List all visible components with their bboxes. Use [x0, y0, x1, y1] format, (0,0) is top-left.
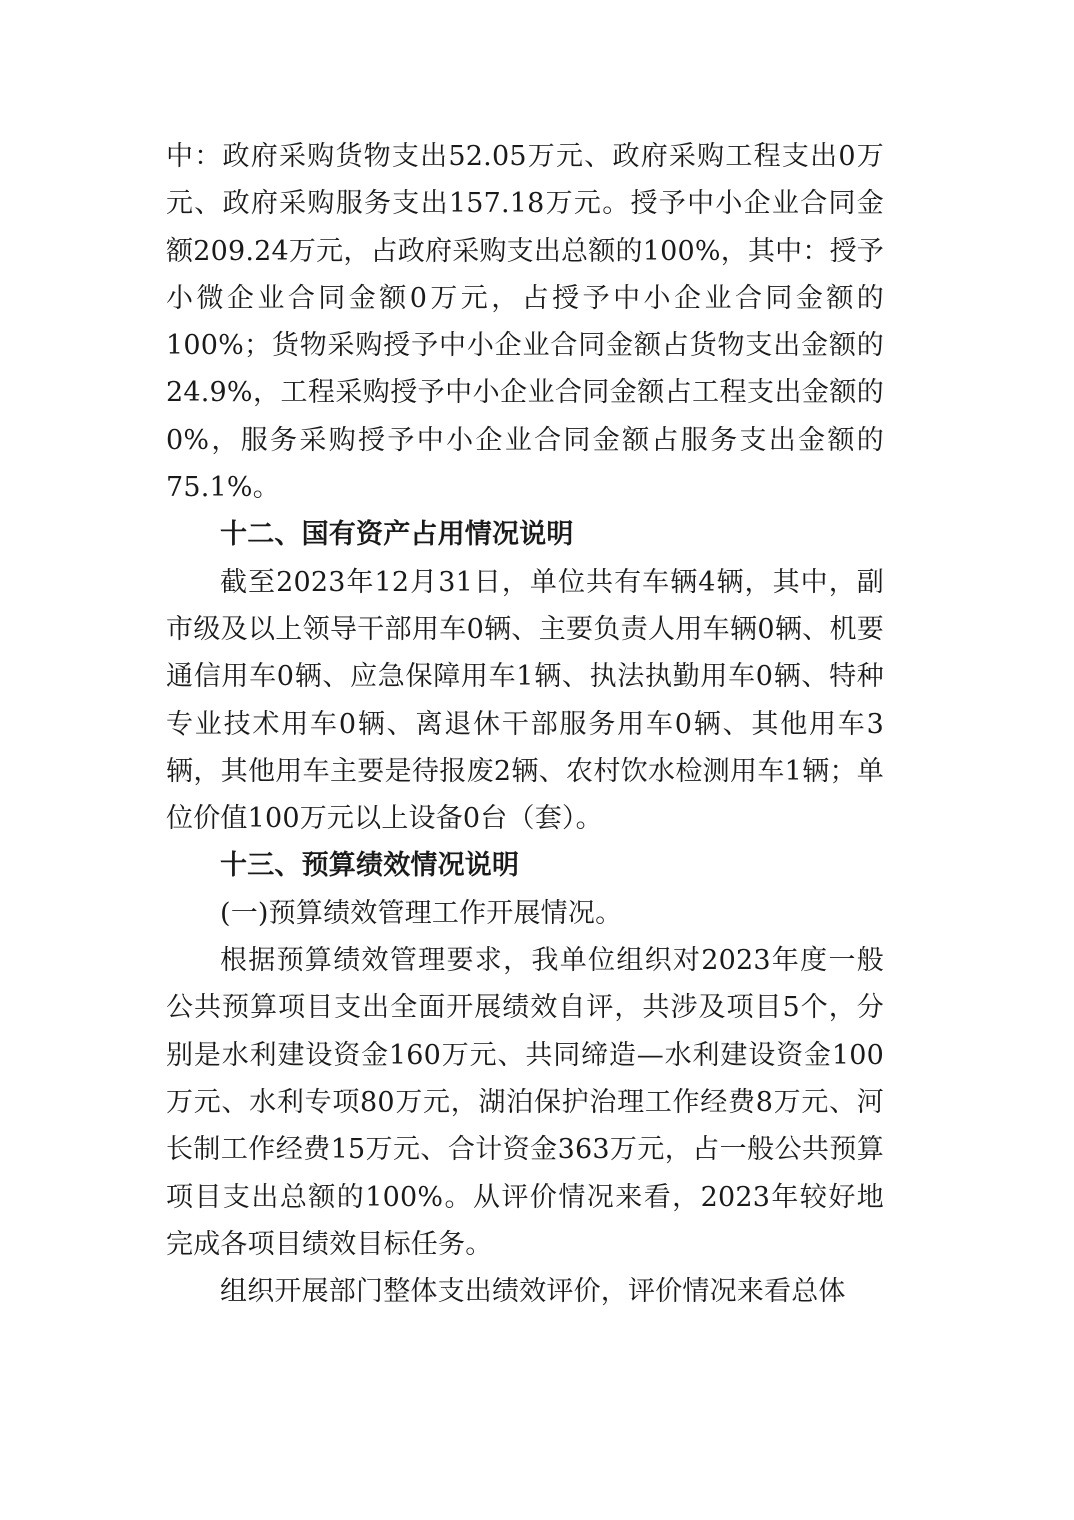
- paragraph-vehicles: 截至2023年12月31日，单位共有车辆4辆，其中，副市级及以上领导干部用车0辆、主要负责人用车辆0辆、机要通信用车0辆、应急保障用车1辆、执法执勤用车0辆、特种专业技术用车0辆、离退休干部服务用车0辆、其他用车3辆，其他用车主要是待报废2辆、农村饮水检测用车1辆；单位价值100万元以上设备0台（套）。: [166, 566, 884, 835]
- paragraph-procurement-continued: 中：政府采购货物支出52.05万元、政府采购工程支出0万元、政府采购服务支出157.18万元。授予中小企业合同金额209.24万元，占政府采购支出总额的100%，其中：授予小微企业合同金额0万元，占授予中小企业合同金额的100%；货物采购授予中小企业合同金额占货物支出金额的24.9%，工程采购授予中小企业合同金额占工程支出金额的0%，服务采购授予中小企业合同金额占服务支出金额的75.1%。: [166, 141, 884, 504]
- document-body: [166, 133, 884, 1315]
- paragraph-overall-evaluation: 组织开展部门整体支出绩效评价，评价情况来看总体: [220, 1276, 846, 1308]
- paragraph-self-evaluation: 根据预算绩效管理要求，我单位组织对2023年度一般公共预算项目支出全面开展绩效自评，共涉及项目5个，分别是水利建设资金160万元、共同缔造—水利建设资金100万元、水利专项80万元，湖泊保护治理工作经费8万元、河长制工作经费15万元、合计资金363万元，占一般公共预算项目支出总额的100%。从评价情况来看，2023年较好地完成各项目绩效目标任务。: [166, 945, 884, 1260]
- section-heading-budget-performance: 十三、预算绩效情况说明: [220, 850, 520, 882]
- subsection-heading-performance-management: (一)预算绩效管理工作开展情况。: [220, 897, 623, 929]
- section-heading-state-assets: 十二、国有资产占用情况说明: [220, 519, 574, 551]
